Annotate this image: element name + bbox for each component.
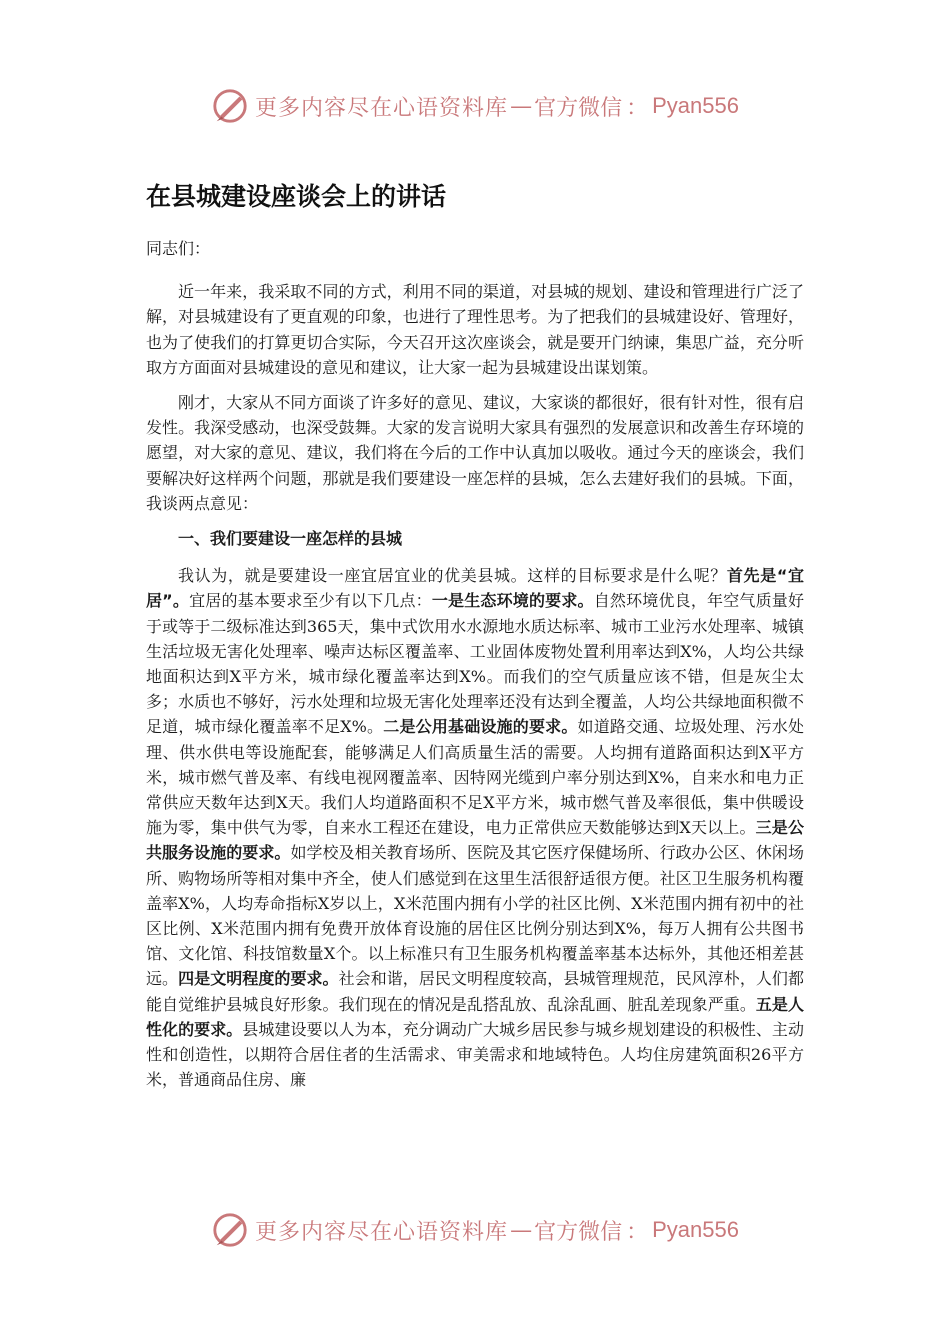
bold-point-public-service: 三是公共服务设施的要求。 xyxy=(146,818,804,863)
text-run: 如学校及相关教育场所、医院及其它医疗保健场所、行政办公区、休闲场所、购物场所等相对集中齐全，使人们感觉到在这里生活很舒适很方便。社区卫生服务机构覆盖率X%，人均寿命指标X岁以上，X米范围内拥有小学的社区比例、X米范围内拥有初中的社区比例、X米范围内拥有免费开放体育设施的居住区比例分别达到X%，每万人拥有公共图书馆、文化馆、科技馆数量X个。以上标准只有卫生服务机构覆盖率基本达标外，其他还相差甚远。 xyxy=(146,843,804,989)
bold-point-civility: 四是文明程度的要求。 xyxy=(178,969,339,989)
brush-logo-icon xyxy=(211,87,249,125)
bold-point-humanized: 五是人性化的要求。 xyxy=(146,994,804,1039)
document-body xyxy=(146,236,804,1103)
paragraph-discussion: 刚才，大家从不同方面谈了许多好的意见、建议，大家谈的都很好，很有针对性，很有启发性。我深受感动，也深受鼓舞。大家的发言说明大家具有强烈的发展意识和改善生存环境的愿望，对大家的意见、建议，我们将在今后的工作中认真加以吸收。通过今天的座谈会，我们要解决好这样两个问题，那就是我们要建设一座怎样的县城，怎么去建好我们的县城。下面，我谈两点意见： xyxy=(146,393,804,513)
footer-banner xyxy=(0,1208,950,1252)
bold-point-ecology: 一是生态环境的要求。 xyxy=(431,591,594,611)
section-heading-1: 一、我们要建设一座怎样的县城 xyxy=(178,529,403,549)
header-banner xyxy=(0,84,950,128)
banner-wechat-id: Pyan556 xyxy=(652,1217,739,1242)
banner-dash: — xyxy=(510,93,533,119)
brush-logo-icon xyxy=(211,1211,249,1249)
banner-wechat-label: 官方微信 xyxy=(534,1219,623,1245)
text-run: 社会和谐，居民文明程度较高，县城管理规范，民风淳朴，人们都能自觉维护县城良好形象。我们现在的情况是乱搭乱放、乱涂乱画、脏乱差现象严重。 xyxy=(146,969,804,1014)
bold-point-infrastructure: 二是公用基础设施的要求。 xyxy=(383,717,578,737)
banner-colon: ： xyxy=(626,1219,649,1245)
document-title: 在县城建设座谈会上的讲话 xyxy=(146,182,447,211)
banner-colon: ： xyxy=(626,95,649,121)
text-run: 我认为，就是要建设一座宜居宜业的优美县城。这样的目标要求是什么呢？ xyxy=(178,566,727,586)
text-run: 宜居的基本要求至少有以下几点： xyxy=(189,591,432,611)
banner-wechat-id: Pyan556 xyxy=(652,93,739,118)
text-run: 自然环境优良，年空气质量好于或等于二级标准达到365天，集中式饮用水水源地水质达标率、城市工业污水处理率、城镇生活垃圾无害化处理率、噪声达标区覆盖率、工业固体废物处置利用率达到X%，人均公共绿地面积达到X平方米，城市绿化覆盖率达到X%。而我们的空气质量应该不错，但是灰尘太多；水质也不够好，污水处理和垃圾无害化处理率还没有达到全覆盖，人均公共绿地面积微不足道，城市绿化覆盖率不足X%。 xyxy=(146,591,804,737)
salutation: 同志们： xyxy=(146,239,211,258)
paragraph-livable-requirements xyxy=(146,563,804,1092)
banner-slogan: 更多内容尽在心语资料库 xyxy=(255,1219,509,1245)
banner-wechat-label: 官方微信 xyxy=(534,95,623,121)
banner-dash: — xyxy=(510,1217,533,1243)
bold-first-livable: 首先是“宜居”。 xyxy=(146,566,804,611)
text-run: 县城建设要以人为本，充分调动广大城乡居民参与城乡规划建设的积极性、主动性和创造性，以期符合居住者的生活需求、审美需求和地域特色。人均住房建筑面积26平方米，普通商品住房、廉 xyxy=(146,1019,804,1090)
banner-slogan: 更多内容尽在心语资料库 xyxy=(255,95,509,121)
paragraph-intro: 近一年来，我采取不同的方式，利用不同的渠道，对县城的规划、建设和管理进行广泛了解，对县城建设有了更直观的印象，也进行了理性思考。为了把我们的县城建设好、管理好，也为了使我们的打算更切合实际，今天召开这次座谈会，就是要开门纳谏，集思广益，充分听取方方面面对县城建设的意见和建议，让大家一起为县城建设出谋划策。 xyxy=(146,282,804,377)
text-run: 如道路交通、垃圾处理、污水处理、供水供电等设施配套，能够满足人们高质量生活的需要。人均拥有道路面积达到X平方米，城市燃气普及率、有线电视网覆盖率、因特网光缆到户率分别达到X%，自来水和电力正常供应天数年达到X天。我们人均道路面积不足X平方米，城市燃气普及率很低，集中供暖设施为零，集中供气为零，自来水工程还在建设，电力正常供应天数能够达到X天以上。 xyxy=(146,717,804,838)
